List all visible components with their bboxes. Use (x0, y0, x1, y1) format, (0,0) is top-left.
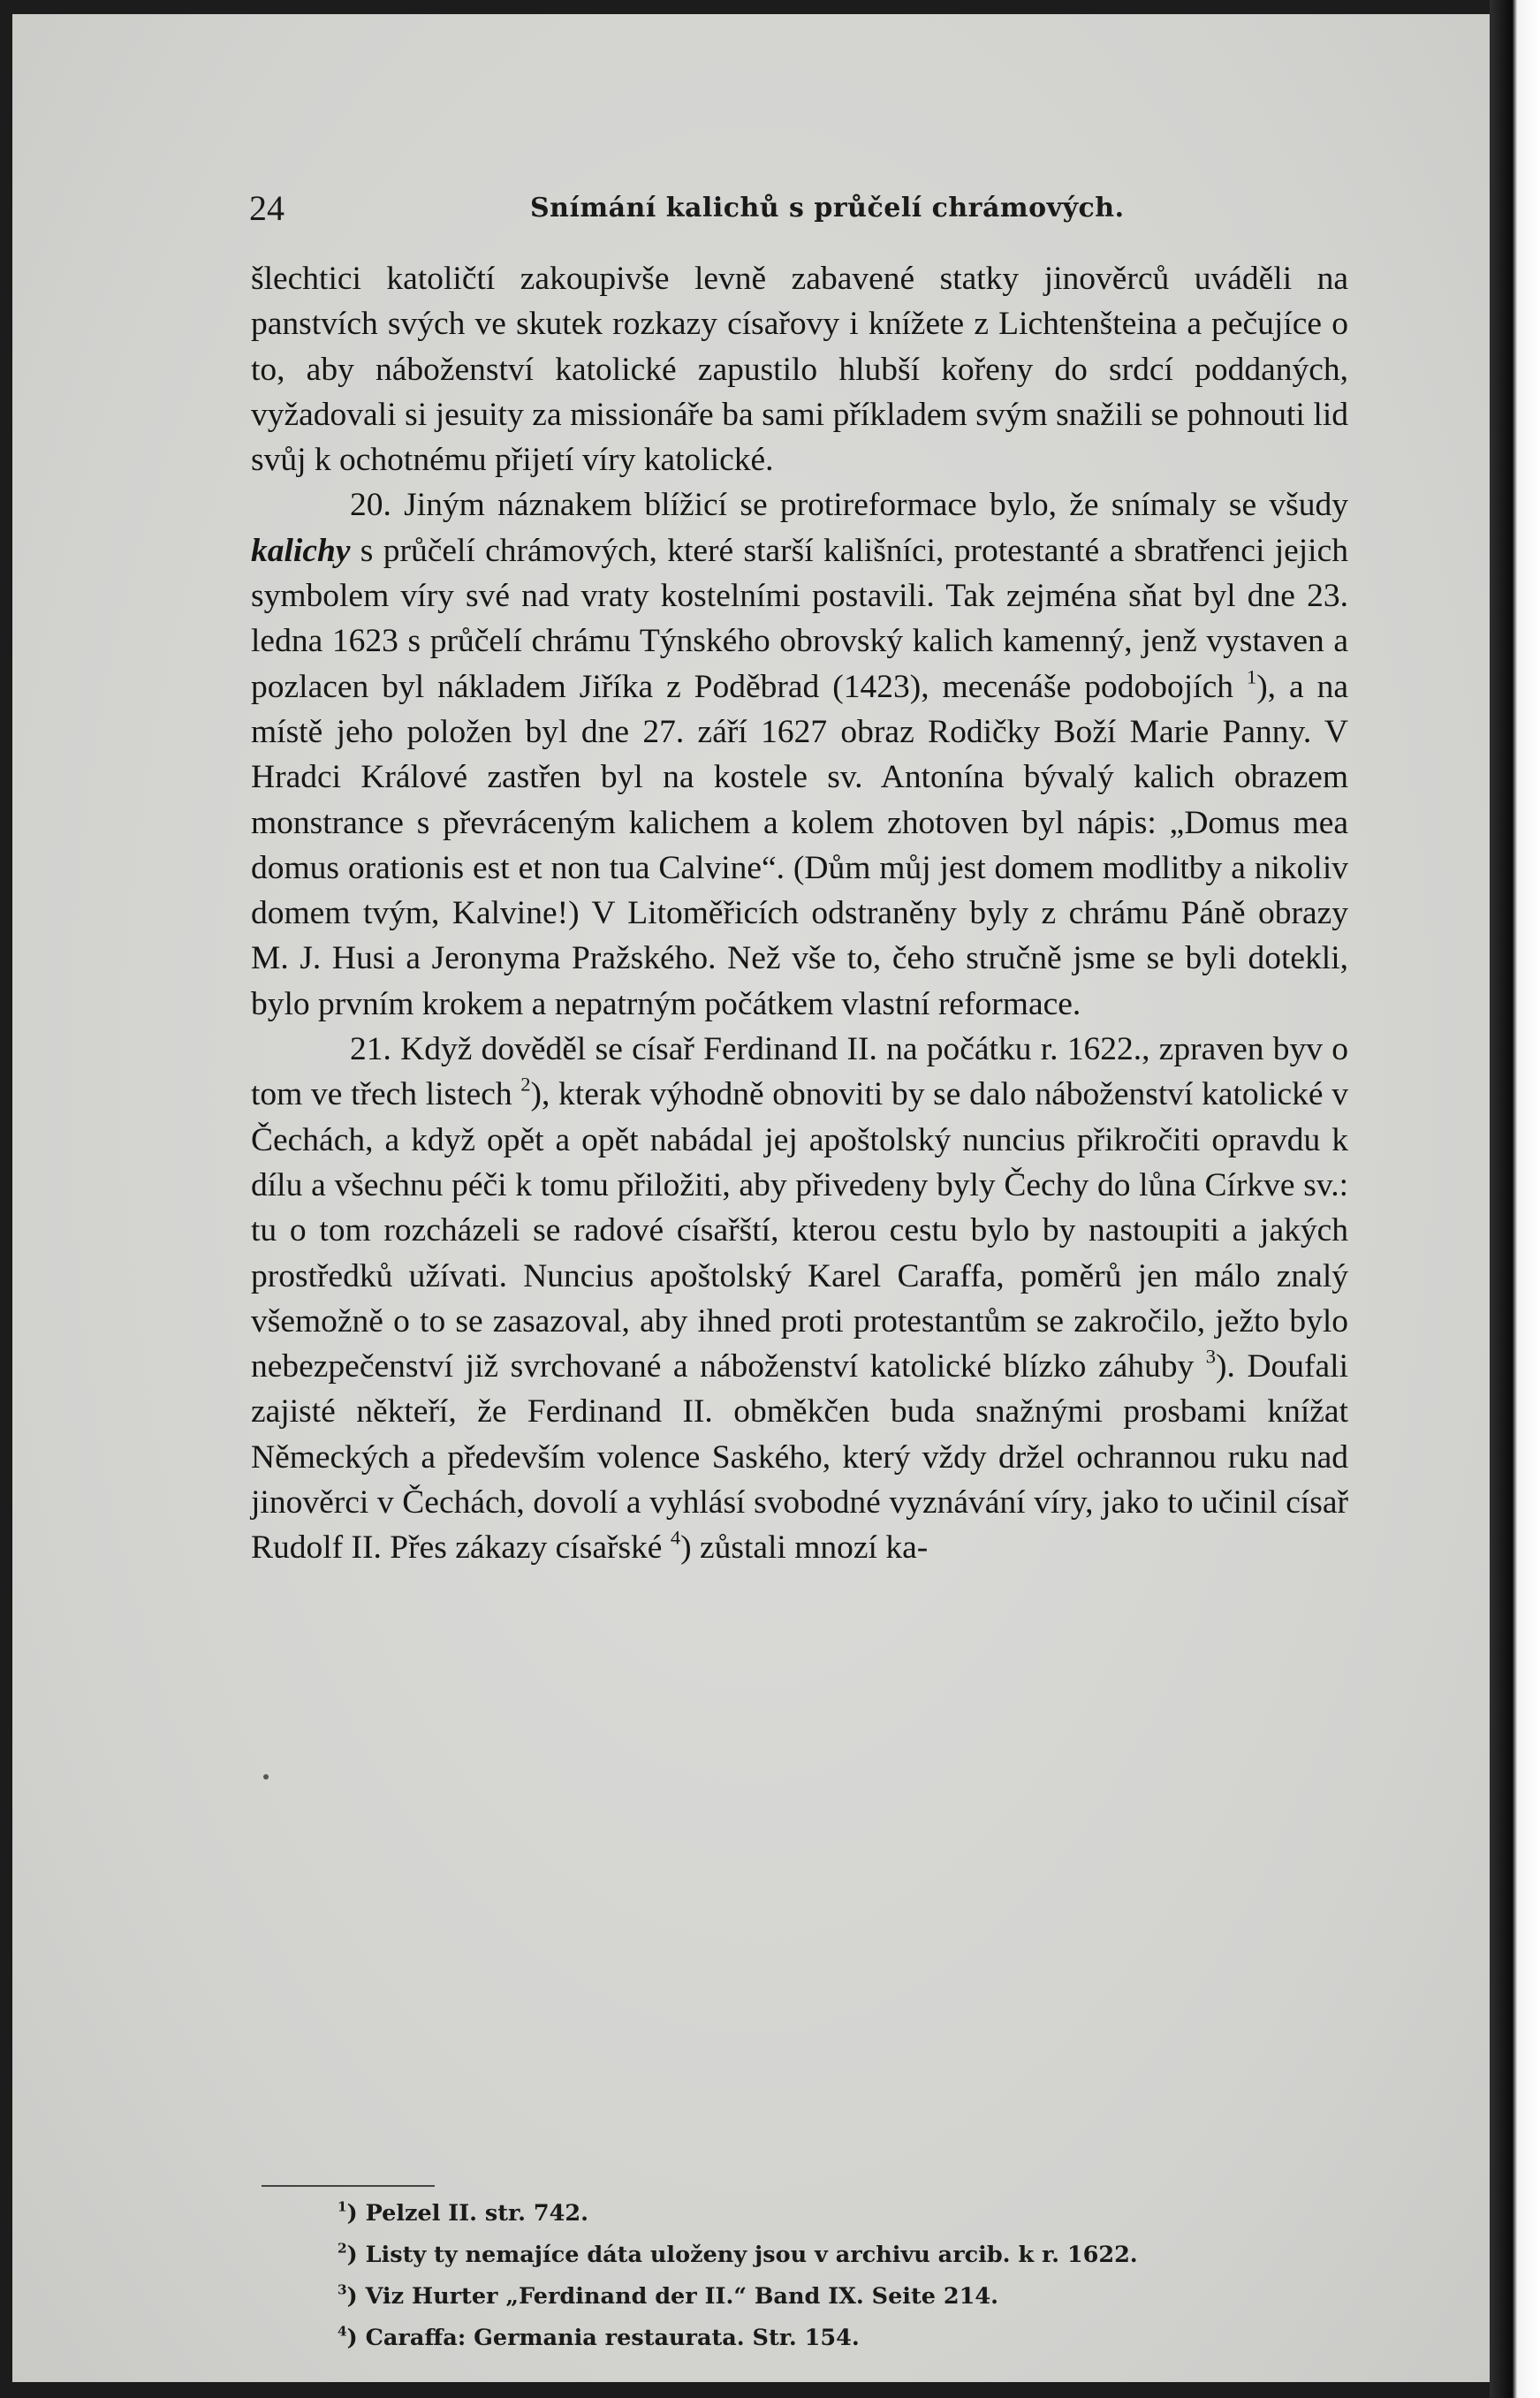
para3-text-b: ), kterak výhodně obnoviti by se dalo náboženství katolické v Čechách, a když opět a opět nabádal jej apoštolský nuncius přikročiti opravdu k dílu a všechnu péči k tomu přiložiti, aby přivedeny byly Čechy do lůna Církve sv.: tu o tom rozcházeli se radové císařští, kterou cestu bylo by nastoupiti a jakých prostředků užívati. Nuncius apoštolský Karel Caraffa, poměrů jen málo znalý všemožně o to se zasazoval, aby ihned proti protestantům se zakročilo, ježto bylo nebezpečenství již svrchované a náboženství katolické blízko záhuby (251, 1076, 1348, 1385)
paragraph-20 (251, 482, 1348, 1027)
footnote-mark: 4 (338, 2323, 347, 2340)
footnote-ref-4: 4 (670, 1526, 681, 1549)
emphasis-kalichy: kalichy (251, 532, 351, 569)
scan-edge (1490, 0, 1540, 2398)
para3-text-c: ). Doufali zajisté někteří, že Ferdinand II. obměkčen buda snažnými prosbami knížat Německých a především volence Saského, který vždy držel ochrannou ruku nad jinověrci v Čechách, dovolí a vyhlásí svobodné vyznávání víry, jako to učinil císař Rudolf II. Přes zákazy císařské (251, 1348, 1348, 1567)
footnote-mark: 2 (338, 2240, 347, 2257)
para3-text-d: ) zůstali mnozí ka- (680, 1529, 929, 1567)
footnote-text: ) Caraffa: Germania restaurata. Str. 154. (346, 2325, 860, 2351)
footnote-4 (338, 2318, 1309, 2359)
footnotes (338, 2193, 1309, 2359)
footnote-rule (262, 2185, 435, 2187)
para2-text-a: 20. Jiným náznakem blížicí se protireformace bylo, že snímaly se všudy (350, 487, 1348, 524)
running-title: Snímání kalichů s průčelí chrámových. (530, 193, 1125, 224)
footnote-ref-1: 1 (1246, 664, 1257, 687)
para2-text-c: ), a na místě jeho položen byl dne 27. září 1627 obraz Rodičky Boží Marie Panny. V Hradci Králové zastřen byl na kostele sv. Antonína bývalý kalich obrazem monstrance s převráceným kalichem a kolem zhotoven byl nápis: „Domus mea domus orationis est et non tua Calvine“. (Dům můj jest domem modlitby a nikoliv domem tvým, Kalvine!) V Litoměřicích odstraněny byly z chrámu Páně obrazy M. J. Husi a Jeronyma Pražského. Než vše to, čeho stručně jsme se byli dotekli, bylo prvním krokem a nepatrným počátkem vlastní reformace. (251, 668, 1348, 1022)
footnote-mark: 3 (338, 2281, 347, 2298)
paragraph-1: šlechtici katoličtí zakoupivše levně zabavené statky jinověrců uváděli na panstvích svých ve skutek rozkazy císařovy i knížete z Lichtenšteina a pečujíce o to, aby náboženství katolické zapustilo hlubší kořeny do srdcí poddaných, vyžadovali si jesuity za missionáře ba sami příkladem svým snažili se pohnouti lid svůj k ochotnému přijetí víry katolické. (251, 261, 1348, 479)
footnote-ref-3: 3 (1205, 1345, 1217, 1368)
footnote-1 (338, 2193, 1309, 2235)
paragraph-21 (251, 1027, 1348, 1571)
page-number: 24 (249, 188, 284, 228)
para2-text-b: s průčelí chrámových, které starší kališníci, protestanté a sbratřenci jejich symbolem víry své nad vraty kostelními postavili. Tak zejména sňat byl dne 23. ledna 1623 s průčelí chrámu Týnského obrovský kalich kamenný, jenž vystaven a pozlacen byl nákladem Jiříka z Poděbrad (1423), mecenáše podobojích (251, 532, 1348, 705)
footnote-2 (338, 2235, 1309, 2276)
para3-text-a: 21. Když dověděl se císař Ferdinand II. na počátku r. 1622., zpraven byv o tom ve třech listech (251, 1031, 1348, 1113)
footnote-text: ) Viz Hurter „Ferdinand der II.“ Band IX. Seite 214. (346, 2283, 998, 2310)
footnote-mark: 1 (338, 2198, 347, 2215)
footnote-text: ) Listy ty nemajíce dáta uloženy jsou v archivu arcib. k r. 1622. (346, 2242, 1138, 2268)
body-text (251, 256, 1348, 1571)
footnote-text: ) Pelzel II. str. 742. (346, 2200, 588, 2227)
footnote-3 (338, 2276, 1309, 2318)
margin-dot (263, 1774, 269, 1780)
page-header (242, 187, 1338, 231)
footnote-ref-2: 2 (520, 1073, 531, 1096)
